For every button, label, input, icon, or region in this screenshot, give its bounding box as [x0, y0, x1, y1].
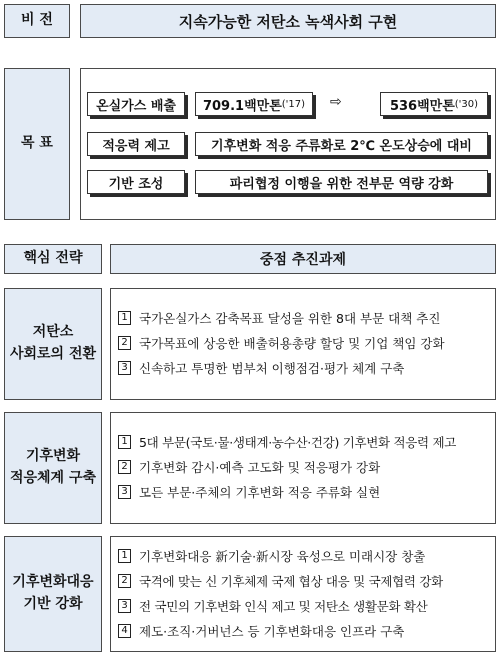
tasks-header-text: 중점 추진과제 [259, 252, 347, 268]
goal-adaptation-label-text: 적응력 제고 [102, 138, 170, 154]
list-item [118, 479, 486, 504]
vision-label [4, 4, 70, 38]
emissions-from-value: 709.1백만톤 [202, 98, 282, 114]
strategy-header [4, 244, 102, 274]
goal-adaptation-text: 기후변화 적응 주류화로 2℃ 온도상승에 대비 [211, 138, 472, 154]
strategy-1-label [4, 288, 102, 400]
task-number: 3 [118, 485, 131, 499]
list-item [118, 355, 486, 380]
strategy-2-title-line2: 적응체계 구축 [9, 470, 97, 486]
strategy-2-title-line1: 기후변화 [25, 448, 81, 465]
emissions-from-year: ('17) [281, 98, 306, 110]
vision-text: 지속가능한 저탄소 녹색사회 구현 [178, 12, 398, 31]
goal-adaptation-text-box [195, 132, 488, 156]
task-number: 3 [118, 599, 131, 613]
task-text: 국가목표에 상응한 배출허용총량 할당 및 기업 책임 강화 [139, 335, 445, 351]
list-item [118, 454, 486, 479]
task-number: 1 [118, 549, 131, 563]
vision-statement [80, 4, 496, 38]
goal-emissions-label [87, 92, 185, 116]
list-item [118, 543, 486, 568]
list-item [118, 593, 486, 618]
tasks-header [110, 244, 496, 274]
task-number: 4 [118, 624, 131, 638]
goal-foundation-text-box [195, 170, 488, 194]
strategy-3-label [4, 536, 102, 652]
task-number: 1 [118, 435, 131, 449]
list-item [118, 429, 486, 454]
task-number: 2 [118, 460, 131, 474]
goal-foundation-text: 파리협정 이행을 위한 전부문 역량 강화 [229, 176, 454, 192]
vision-label-text: 비 전 [21, 12, 53, 29]
strategy-header-text: 핵심 전략 [23, 250, 83, 267]
task-number: 2 [118, 574, 131, 588]
strategy-3-title-line2: 기반 강화 [23, 596, 83, 612]
list-item [118, 330, 486, 355]
task-text: 기후변화 감시·예측 고도화 및 적응평가 강화 [139, 459, 381, 475]
emissions-arrow-icon: ⇨ [330, 94, 342, 110]
emissions-to-value: 536백만톤 [389, 98, 455, 114]
goal-foundation-label-text: 기반 조성 [108, 176, 164, 192]
goal-label [4, 68, 70, 220]
task-text: 국가온실가스 감축목표 달성을 위한 8대 부문 대책 추진 [139, 310, 441, 326]
task-text: 모든 부문·주체의 기후변화 적응 주류화 실현 [139, 484, 381, 500]
strategy-2-label [4, 412, 102, 524]
task-number: 1 [118, 311, 131, 325]
task-text: 5대 부문(국토·물·생태계·농수산·건강) 기후변화 적응력 제고 [139, 434, 457, 450]
strategy-2-task-list [118, 429, 486, 504]
task-text: 신속하고 투명한 범부처 이행점검·평가 체계 구축 [139, 360, 405, 376]
task-text: 제도·조직·거버넌스 등 기후변화대응 인프라 구축 [139, 623, 405, 639]
goal-emissions-label-text: 온실가스 배출 [96, 98, 176, 114]
task-number: 2 [118, 336, 131, 350]
list-item [118, 568, 486, 593]
strategy-1-task-list [118, 305, 486, 380]
task-number: 3 [118, 361, 131, 375]
goal-foundation-label [87, 170, 185, 194]
emissions-to-year: ('30) [454, 98, 479, 110]
strategy-1-title-line2: 사회로의 전환 [9, 346, 97, 362]
task-text: 전 국민의 기후변화 인식 제고 및 저탄소 생활문화 확산 [139, 598, 428, 614]
goal-adaptation-label [87, 132, 185, 156]
list-item [118, 618, 486, 643]
goal-label-text: 목 표 [21, 135, 53, 152]
emissions-from-box [195, 92, 313, 116]
task-text: 국격에 맞는 신 기후체제 국제 협상 대응 및 국제협력 강화 [139, 573, 443, 589]
list-item [118, 305, 486, 330]
strategy-3-title-line1: 기후변화대응 [12, 574, 94, 591]
strategy-3-task-list [118, 543, 486, 643]
emissions-to-box [380, 92, 488, 116]
strategy-1-title-line1: 저탄소 [32, 324, 74, 341]
task-text: 기후변화대응 新기술·新시장 육성으로 미래시장 창출 [139, 548, 426, 564]
